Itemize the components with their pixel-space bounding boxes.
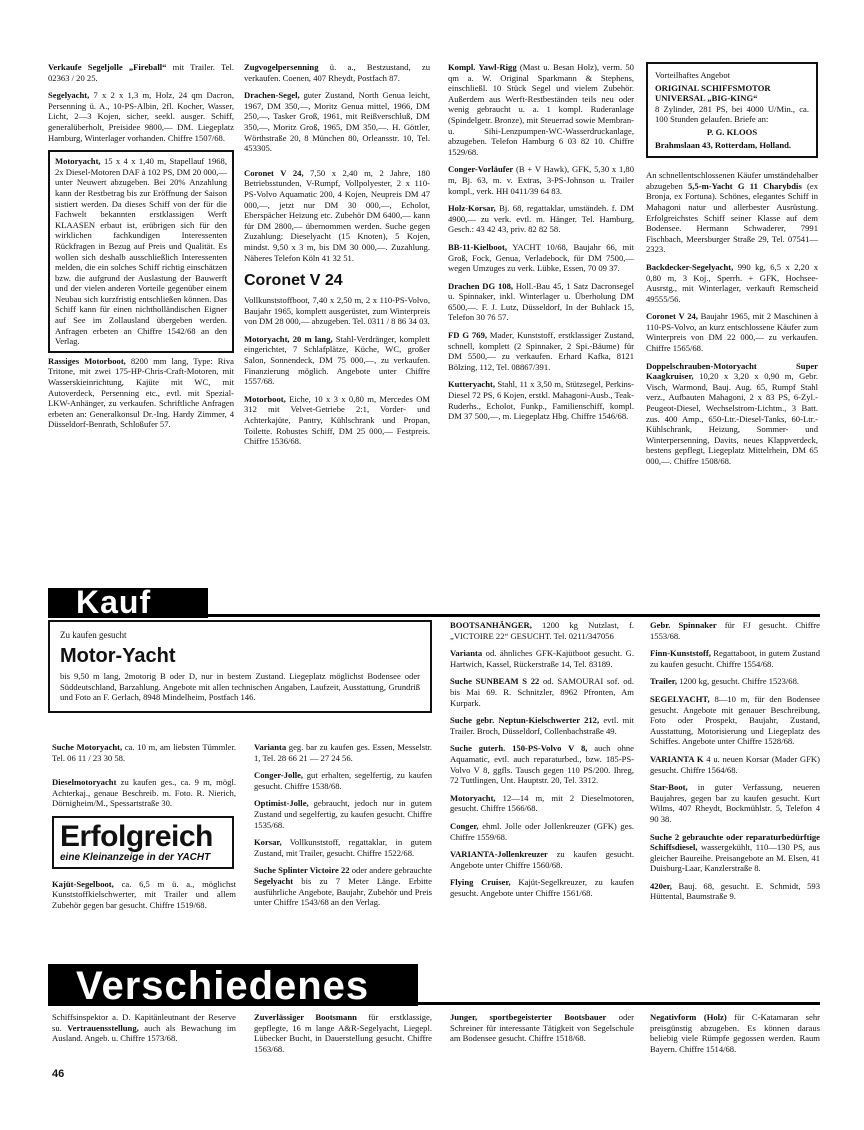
classified-ad: Kutteryacht, Stahl, 11 x 3,50 m, Stützsegel, Perkins-Diesel 72 PS, 6 Kojen, erstkl. Mahagoni-Ausb., Teak-Ruderhs., Echolot, Funkp., Familienschiff, kompl. DM 37 500,—, m. Liegeplatz Hbg. Chiffre 1546/68.: [448, 379, 634, 422]
classified-ad: Rassiges Motorboot, 8200 mm lang, Type: Riva Tritone, mit zwei 175-HP-Chris-Craft-Motoren, mit Wasserskieinrichtung, Kajüte mit WC, mit Autoverdeck, Persenning etc., evtl. mit Spezial-LKW-Anhänger, zu verkaufen. Schriftliche Anfragen erbeten an: Generalkonsul Dr.-Ing. Hardy Zimmer, 4 Düsseldorf-Benrath, Schloßufer 57.: [48, 355, 234, 430]
classified-ad: Suche Motoryacht, ca. 10 m, am liebsten Tümmler. Tel. 06 11 / 23 30 58.: [52, 742, 236, 763]
classified-ad: Verkaufe Segeljolle „Fireball“ mit Trailer. Tel. 02363 / 20 25.: [48, 62, 234, 83]
classified-ad: Negativform (Holz) für C-Katamaran sehr preisgünstig abzugeben. Es können daraus beliebig viele Rümpfe gegossen werden. Raum Bayern. Chiffre 1514/68.: [650, 1012, 820, 1054]
offer-name: P. G. KLOOS: [706, 126, 758, 137]
offer-body: 8 Zylinder, 281 PS, bei 4000 U/Min., ca. 100 Stunden gelaufen. Briefe an:: [655, 103, 809, 125]
classified-ad: Kompl. Yawl-Rigg (Mast u. Besan Holz), verm. 50 qm a. W. Original Sparkmann & Stephens, einschließl. 10 Stück Segel und vielem Zubehör. Außerdem aus Werft-Restbeständen teils neu oder wenig gebraucht u. a. 1 kompl. Ruderanlage (Spindelgetr. Bronze), mit Steuerrad sowie Membran- u. Sihi-Lenzpumpen-WC-Wasserdruckanlage, abzugeben. Telefon Hamburg 6 03 82 10. Chiffre 1529/68.: [448, 62, 634, 157]
coronet-text: Vollkunststoffboot, 7,40 x 2,50 m, 2 x 110-PS-Volvo, Baujahr 1965, komplett ausgerüstet, zum Winterpreis von DM 28 000,— abzugeben. Tel. 0311 / 8 86 34 03.: [244, 295, 430, 327]
classified-ad: Backdecker-Segelyacht, 990 kg, 6,5 x 2,20 x 0,80 m, 3 Koj., Sperrh. + GFK, Hochsee-Ausrstg., mit Winterlager, verkauft Remscheid 49555/56.: [646, 261, 818, 304]
box-text: bis 9,50 m lang, 2motorig B oder D, nur in bestem Zustand. Liegeplatz möglichst Bodensee oder Süddeutschland, Barzahlung. Angebote mit allen technischen Angaben, Laufzeit, Ausstattung, Grundriß und Foto an F. Gerlach, 8948 Mindelheim, Postfach 146.: [60, 671, 420, 703]
classified-ad: FD G 769, Mader, Kunststoff, erstklassiger Zustand, schnell, komplett (2 Spinnaker, 2 Spi.-Bäume) für DM 5500,— zu verkaufen. Erhard Kafka, 8121 Bölzing, 112, Tel. 08867/391.: [448, 330, 634, 372]
classified-ad: Coronet V 24, 7,50 x 2,40 m, 2 Jahre, 180 Betriebsstunden, V-Rumpf, Vollpolyester, 2 x 110-PS-Volvo Aquamatic 200, 4 Kojen, Neupreis DM 47 000,—, jetzt nur DM 30 000,—, Echolot, Eberspächer Heizung etc. Zubehör DM 6400,— kann für DM 2800,— übernommen werden. Suche gegen Zuzahlung: Dieselyacht (15 Knoten), 5 Kojen, mindst. 9,50 x 3 m, bis DM 30 000,—. Zuzahlung. Näheres Telefon Köln 41 32 51.: [244, 167, 430, 263]
offer-address: Brahmslaan 43, Rotterdam, Holland.: [655, 139, 792, 150]
classified-ad: Trailer, 1200 kg, gesucht. Chiffre 1523/68.: [650, 676, 800, 687]
engine-offer-box: [646, 62, 818, 158]
classified-ad: Conger-Jolle, gut erhalten, segelfertig, zu kaufen gesucht. Chiffre 1538/68.: [254, 770, 432, 791]
column-2: [244, 62, 430, 454]
classified-ad: Segelyacht, 7 x 2 x 1,3 m, Holz, 24 qm Dacron, Persenning ü. A., 10-PS-Albin, 2fl. Kocher, Wasser, Licht, 2—3 Kojen, sicher, seekl. ausger. Schiff, generalüberholt, Preisidee 9800,— DM. Liegeplatz Hamburg, Winterlager vorhanden. Chiffre 1507/68.: [48, 90, 234, 143]
box-title: Motor-Yacht: [60, 644, 176, 667]
classified-ad: Varianta od. ähnliches GFK-Kajütboot gesucht. G. Hartwich, Kassel, Rückerstraße 14, Tel. 83189.: [450, 648, 634, 669]
classified-ad: Gebr. Spinnaker für FJ gesucht. Chiffre 1553/68.: [650, 620, 820, 641]
classified-ad: Motoryacht, 20 m lang, Stahl-Verdränger, komplett eingerichtet, 7 Schlafplätze, Küche, WC, großer Salon, Sonnendeck, DM 75 000,—, zu verkaufen. Finanzierung möglich. Angebote unter Chiffre 1557/68.: [244, 333, 431, 387]
offer-line-1: ORIGINAL SCHIFFSMOTOR: [655, 82, 771, 93]
classified-ad: Star-Boot, in guter Verfassung, neueren Baujahres, gegen bar zu kaufen gesucht. Kurt Wilms, 407 Rheydt, Bockmühlstr. 5, Telefon 4 90 38.: [650, 782, 820, 824]
classified-ad: Flying Cruiser, Kajüt-Segelkreuzer, zu kaufen gesucht. Angebote unter Chiffre 1561/68.: [450, 877, 634, 898]
classified-ad: VARIANTA-Jollenkreuzer zu kaufen gesucht. Angebote unter Chiffre 1560/68.: [450, 849, 634, 870]
classified-ad: BOOTSANHÄNGER, 1200 kg Nutzlast, f. „VICTOIRE 22“ GESUCHT. Tel. 0211/347056: [450, 620, 634, 641]
column-1: [48, 62, 234, 437]
classified-ad: Doppelschrauben-Motoryacht Super Kaagkruiser, 10,20 x 3,20 x 0,90 m, Gebr. Visch, Warmond, Bauj. Aug. 65, Rumpf Stahl verz., Aufbauten Mahagoni, 2 x 83 PS, 6-Zyl.-Peugeot-Diesel, Wechselstrom-Lichtm., 3 Batt. zus. 400 Amp., 650-Ltr.-Diesel-Tanks, 60-Ltr.-Kühlschrank, Heizung, Sommer- und Winterpersenning, Davits, neues Klappverdeck, bestens gepflegt, Liegeplatz Mittelrhein, DM 65 000,—. Chiffre 1508/68.: [646, 360, 818, 466]
classified-ad: Suche SUNBEAM S 22 od. SAMOURAI sof. od. bis Mai 69. R. Schnitzler, 8962 Pfronten, Am Kurpark.: [450, 676, 634, 708]
classified-ad: Suche guterh. 150-PS-Volvo V 8, auch ohne Aquamatic, evtl. auch reparaturbed., bzw. 185-PS-Volvo V 8, ggfls. Tausch gegen 110 PS/200. Ihreg, 72 Tuttlingen, Unt. Hauptstr. 20, Tel. 3312.: [450, 743, 634, 786]
classified-ad: Varianta geg. bar zu kaufen ges. Essen, Messelstr. 1, Tel. 28 66 21 — 27 24 56.: [254, 742, 432, 763]
classified-ad: Holz-Korsar, Bj. 68, regattaklar, umständeh. f. DM 4900,— zu verk. evtl. m. Hänger. Tel. Hamburg, Gesch.: 43 42 43, priv. 82 82 58.: [448, 203, 634, 235]
kauf-column-3: [450, 620, 634, 905]
verschiedenes-rule: [418, 1002, 820, 1005]
classified-ad: Suche gebr. Neptun-Kielschwerter 212, evtl. mit Trailer. Broch, Düsseldorf, Collenbachstraße 49.: [450, 715, 635, 736]
classified-ad: Zuverlässiger Bootsmann für erstklassige, gepflegte, 16 m lange A&R-Segelyacht, Liegepl. Lübecker Bucht, in Dauerstellung gesucht. Chiffre 1563/68.: [254, 1012, 432, 1054]
offer-line-2: UNIVERSAL „BIG-KING“: [655, 93, 758, 104]
kauf-banner-label: Kauf: [76, 588, 152, 618]
classified-ad: BB-11-Kielboot, YACHT 10/68, Baujahr 66, mit Groß, Fock, Genua, Verladebock, für DM 7500,— wegen Umzuges zu verk. Lübke, Essen, 70 09 37.: [448, 241, 634, 274]
erfolgreich-subtitle: eine Kleinanzeige in der YACHT: [60, 851, 211, 863]
kauf-banner: [48, 588, 208, 618]
classified-ad: SEGELYACHT, 8—10 m, für den Bodensee gesucht. Angebote mit genauer Beschreibung, Foto oder Prospekt, Baujahr, Zustand, Ausstattung, Motorisierung und Liegeplatz des Schiffes. Angebote unter Chiffre 1528/68.: [650, 693, 820, 747]
classified-ad: Korsar, Vollkunststoff, regattaklar, in gutem Zustand, mit Trailer, gesucht. Chiffre 1522/68.: [254, 837, 432, 858]
column-3: [448, 62, 634, 429]
erfolgreich-title: Erfolgreich: [60, 819, 213, 853]
misc-column-4: [650, 1012, 820, 1061]
misc-column-1: [52, 1012, 236, 1051]
classified-ad: Motorboot, Eiche, 10 x 3 x 0,80 m, Mercedes OM 312 mit Velvet-Getriebe 2:1, Vorder- und Achterkajüte, Pantry, Kühlschrank und Propan, Toilette. Robustes Schiff, DM 25 000,— Festpreis. Chiffre 1536/68.: [244, 393, 430, 447]
classified-ad: Finn-Kunststoff, Regattaboot, in gutem Zustand zu kaufen gesucht. Chiffre 1554/68.: [650, 648, 820, 669]
classified-ad: Drachen-Segel, guter Zustand, North Genua leicht, 1967, DM 350,—, Moritz Genua mittel, 1966, DM 250,—, Tasker Groß, 1961, mit Reißverschluß, DM 350,—, Moritz Groß, 1965, DM 350,—. H. Göttler, Wörthstraße 20, 8 München 80, Orleansstr. 10, Tel. 453305.: [244, 90, 430, 154]
classified-ad: An schnellentschlossenen Käufer umständehalber abzugeben 5,5-m-Yacht G 11 Charybdis (ex Bronja, ex Fortuna). Schönes, elegantes Schiff in Mahagoni natur und allerbester Ausrüstung. Erfolgreichstes Schiff seiner Klasse auf dem Bodensee. Hermann Schwaderer, 7991 Fischbach, Meersburger Straße 29, Tel. 07541—2323.: [646, 170, 818, 255]
classified-ad: Drachen DG 108, Holl.-Bau 45, 1 Satz Dacronsegel u. Spinnaker, inkl. Winterlager u. Überholung DM 6500,—. F. J. Lutz, Düsseldorf, In der Buhlack 15, Telefon 30 76 57.: [448, 280, 634, 323]
classified-ad: Conger-Vorläufer (B + V Hawk), GFK, 5,30 x 1,80 m, Bj. 63, m. v. Extras, 3-PS-Johnson u. Trailer kompl., verk. HH 0411/39 64 83.: [448, 164, 634, 196]
classified-ad: Kajüt-Segelboot, ca. 6,5 m ü. a., möglichst Kunststoffkielschwerter, mit Trailer und allem Zubehör gegen bar gesucht. Chiffre 1519/68.: [52, 878, 236, 910]
classified-ad: Dieselmotoryacht zu kaufen ges., ca. 9 m, mögl. Achterkaj., genaue Beschreib. m. Foto. R. Nierich, Dörnigheim/M., Spessartstraße 30.: [52, 777, 236, 809]
kauf-left: [48, 620, 432, 723]
offer-title: Vorteilhaftes Angebot: [655, 70, 731, 80]
classified-ad: Coronet V 24, Baujahr 1965, mit 2 Maschinen à 110-PS-Volvo, an kurz entschlossene Käufer zum Winterpreis von DM 22 000,— zu verkaufen. Chiffre 1565/68.: [646, 311, 818, 354]
verschiedenes-banner: [48, 964, 418, 1006]
kauf-column-2: [254, 742, 432, 915]
misc-column-2: [254, 1012, 432, 1061]
motor-yacht-wanted-box: [48, 620, 432, 713]
classified-ad: 420er, Bauj. 68, gesucht. E. Schmidt, 593 Hüttental, Baumstraße 9.: [650, 880, 820, 902]
column-4: [646, 62, 818, 474]
classified-ad: VARIANTA K 4 u. neuen Korsar (Mader GFK) gesucht. Chiffre 1564/68.: [650, 753, 820, 775]
classified-ad: Optimist-Jolle, gebraucht, jedoch nur in gutem Zustand und segelfertig, zu kaufen gesucht. Chiffre 1535/68.: [254, 798, 432, 830]
classified-ad: Schiffsinspektor a. D. Kapitänleutnant der Reserve su. Vertrauensstellung, auch als Bewachung im Ausland. Angeb. u. Chiffre 1573/68.: [52, 1012, 236, 1044]
classified-ad: Suche Splinter Victoire 22 oder andere gebrauchte Segelyacht bis zu 7 Meter Länge. Erbitte ausführliche Angebote, Baujahr, Zubehör und Preis unter Chiffre 1543/68 an den Verlag.: [254, 865, 432, 908]
box-label: Zu kaufen gesucht: [60, 630, 127, 640]
classified-ad-boxed: Motoryacht, 15 x 4 x 1,40 m, Stapellauf 1968, 2x Diesel-Motoren DAF à 102 PS, DM 20 000,— unter Neuwert abzugeben. Bei 20% Anzahlung kann der Restbetrag bis zur Eröffnung der Saison sistiert werden. Da dieses Schiff von der für die Fachwelt bekannten erstklassigen Werft KLAASEN erbaut ist, erübrigen sich für den wirklichen fachkundigen Interessenten Rückfragen in Bezug auf Preis und Qualität. Es wollen sich deshalb ausschließlich Interessenten melden, die ein solches Schiff richtig einschätzen bzw. die aufgrund der Auslastung der Bauwerft und der vielen anderen Vorteile gegenüber einem Neubau sich kurzfristig entschließen können. Das Schiff kann für einen nichtholländischen Eigner auf See im Zollausland übergeben werden. Anfragen erbeten an Chiffre 1542/68 an den Verlag.: [48, 150, 234, 353]
classified-ad: Suche 2 gebrauchte oder reparaturbedürftige Schiffsdiesel, wassergekühlt, 110—130 PS, aus gleicher Baureihe. Preisangebote an M. Elsen, 41 Duisburg-Laar, Kanzlerstraße 8.: [650, 831, 820, 874]
kauf-column-4: [650, 620, 820, 909]
coronet-title: Coronet V 24: [244, 272, 343, 290]
kauf-rule: [208, 614, 820, 617]
page-number: 46: [52, 1068, 65, 1080]
verschiedenes-banner-label: Verschiedenes: [76, 964, 370, 1006]
coronet-ad: [244, 271, 430, 327]
classified-ad: Conger, ehml. Jolle oder Jollenkreuzer (GFK) ges. Chiffre 1559/68.: [450, 820, 634, 842]
kauf-column-1: [52, 742, 236, 917]
classified-ad: Motoryacht, 12—14 m, mit 2 Dieselmotoren, gesucht. Chiffre 1566/68.: [450, 792, 634, 814]
classified-ad: Junger, sportbegeisterter Bootsbauer oder Schreiner für interessante Tätigkeit von Segelschule am Bodensee gesucht. Chiffre 1518/68.: [450, 1012, 635, 1044]
misc-column-3: [450, 1012, 634, 1051]
classified-ad: Zugvogelpersenning ü. a., Bestzustand, zu verkaufen. Coenen, 407 Rheydt, Postfach 87.: [244, 62, 430, 83]
erfolgreich-ad: [52, 816, 234, 869]
